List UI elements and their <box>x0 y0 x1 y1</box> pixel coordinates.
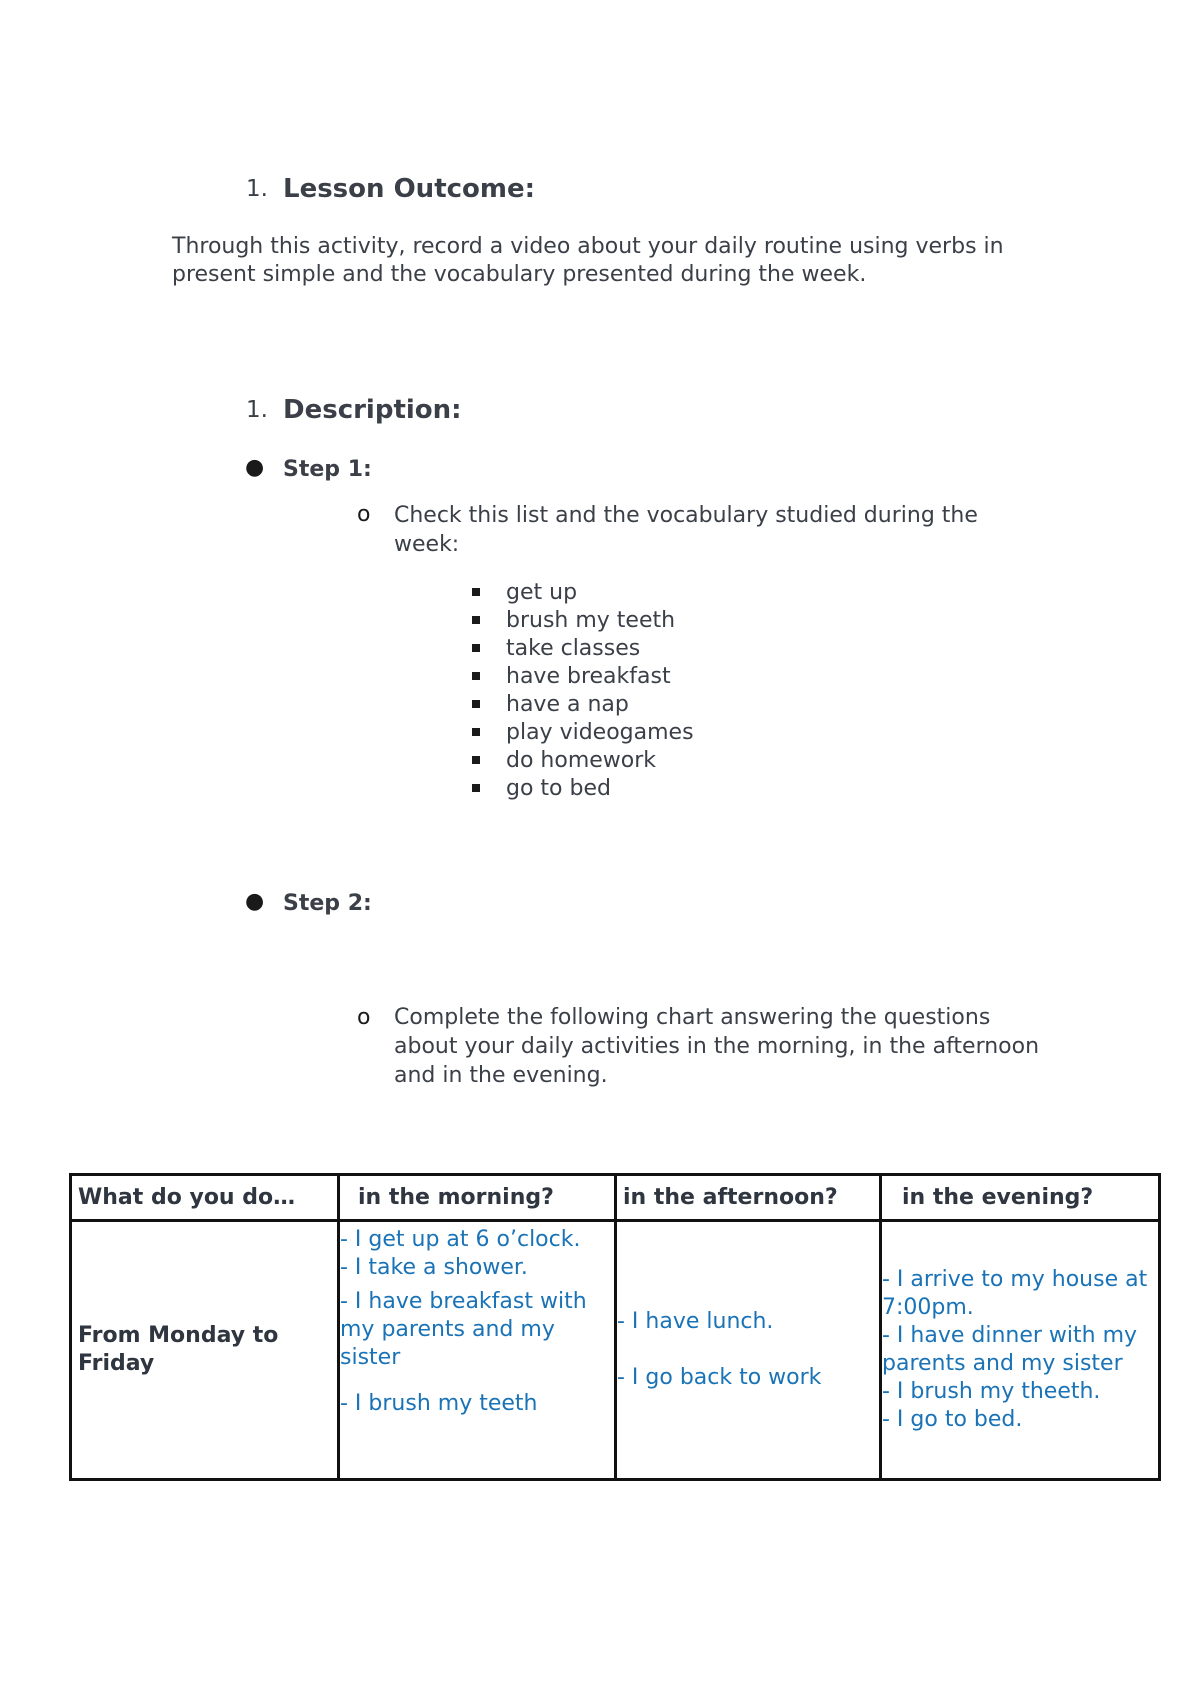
square-bullet-icon <box>472 700 480 708</box>
routine-chart <box>69 1173 1161 1481</box>
square-bullet-icon <box>472 588 480 596</box>
step1-circle-bullet-icon: o <box>357 502 371 527</box>
vocabulary-list <box>506 579 694 803</box>
list-item: have a nap <box>506 691 694 719</box>
header-what-do-you-do: What do you do… <box>71 1175 339 1221</box>
evening-entry: - I go to bed. <box>882 1407 1023 1432</box>
description-heading: Description: <box>283 395 462 425</box>
afternoon-cell <box>616 1221 881 1480</box>
header-evening: in the evening? <box>881 1175 1160 1221</box>
morning-entry: - I get up at 6 o’clock. <box>340 1227 581 1252</box>
list-item: go to bed <box>506 775 694 803</box>
list-item: brush my teeth <box>506 607 694 635</box>
square-bullet-icon <box>472 644 480 652</box>
morning-cell <box>339 1221 616 1480</box>
header-afternoon: in the afternoon? <box>616 1175 881 1221</box>
step1-title: Step 1: <box>283 457 372 482</box>
morning-entry: - I take a shower. <box>340 1255 528 1280</box>
table-header-row <box>71 1175 1160 1221</box>
outcome-number: 1. <box>246 176 268 202</box>
list-item: play videogames <box>506 719 694 747</box>
square-bullet-icon <box>472 756 480 764</box>
list-item: do homework <box>506 747 694 775</box>
list-item: take classes <box>506 635 694 663</box>
list-item: have breakfast <box>506 663 694 691</box>
outcome-paragraph: Through this activity, record a video about your daily routine using verbs in present simple and the vocabulary presented during the week. <box>172 234 1004 287</box>
afternoon-entry: - I have lunch. <box>617 1309 774 1334</box>
evening-entry: - I have dinner with my parents and my sister <box>882 1323 1138 1376</box>
row-label-weekdays: From Monday to Friday <box>71 1221 339 1480</box>
evening-entry: - I arrive to my house at 7:00pm. <box>882 1267 1148 1320</box>
square-bullet-icon <box>472 672 480 680</box>
square-bullet-icon <box>472 616 480 624</box>
step2-instruction: Complete the following chart answering the questions about your daily activities in the morning, in the afternoon and in the evening. <box>394 1005 1040 1088</box>
step1-bullet-icon: ● <box>245 455 265 480</box>
header-morning: in the morning? <box>339 1175 616 1221</box>
square-bullet-icon <box>472 728 480 736</box>
table-row <box>71 1221 1160 1480</box>
step1-instruction: Check this list and the vocabulary studied during the week: <box>394 503 978 557</box>
morning-entry: - I have breakfast with my parents and my sister <box>340 1289 587 1370</box>
step2-bullet-icon: ● <box>245 889 265 914</box>
description-number: 1. <box>246 397 268 423</box>
afternoon-entry: - I go back to work <box>617 1365 822 1390</box>
list-item: get up <box>506 579 694 607</box>
evening-entry: - I brush my theeth. <box>882 1379 1101 1404</box>
step2-circle-bullet-icon: o <box>357 1005 371 1030</box>
evening-cell <box>881 1221 1160 1480</box>
step2-title: Step 2: <box>283 891 372 916</box>
outcome-heading: Lesson Outcome: <box>283 174 536 204</box>
square-bullet-icon <box>472 784 480 792</box>
morning-entry: - I brush my teeth <box>340 1391 538 1416</box>
